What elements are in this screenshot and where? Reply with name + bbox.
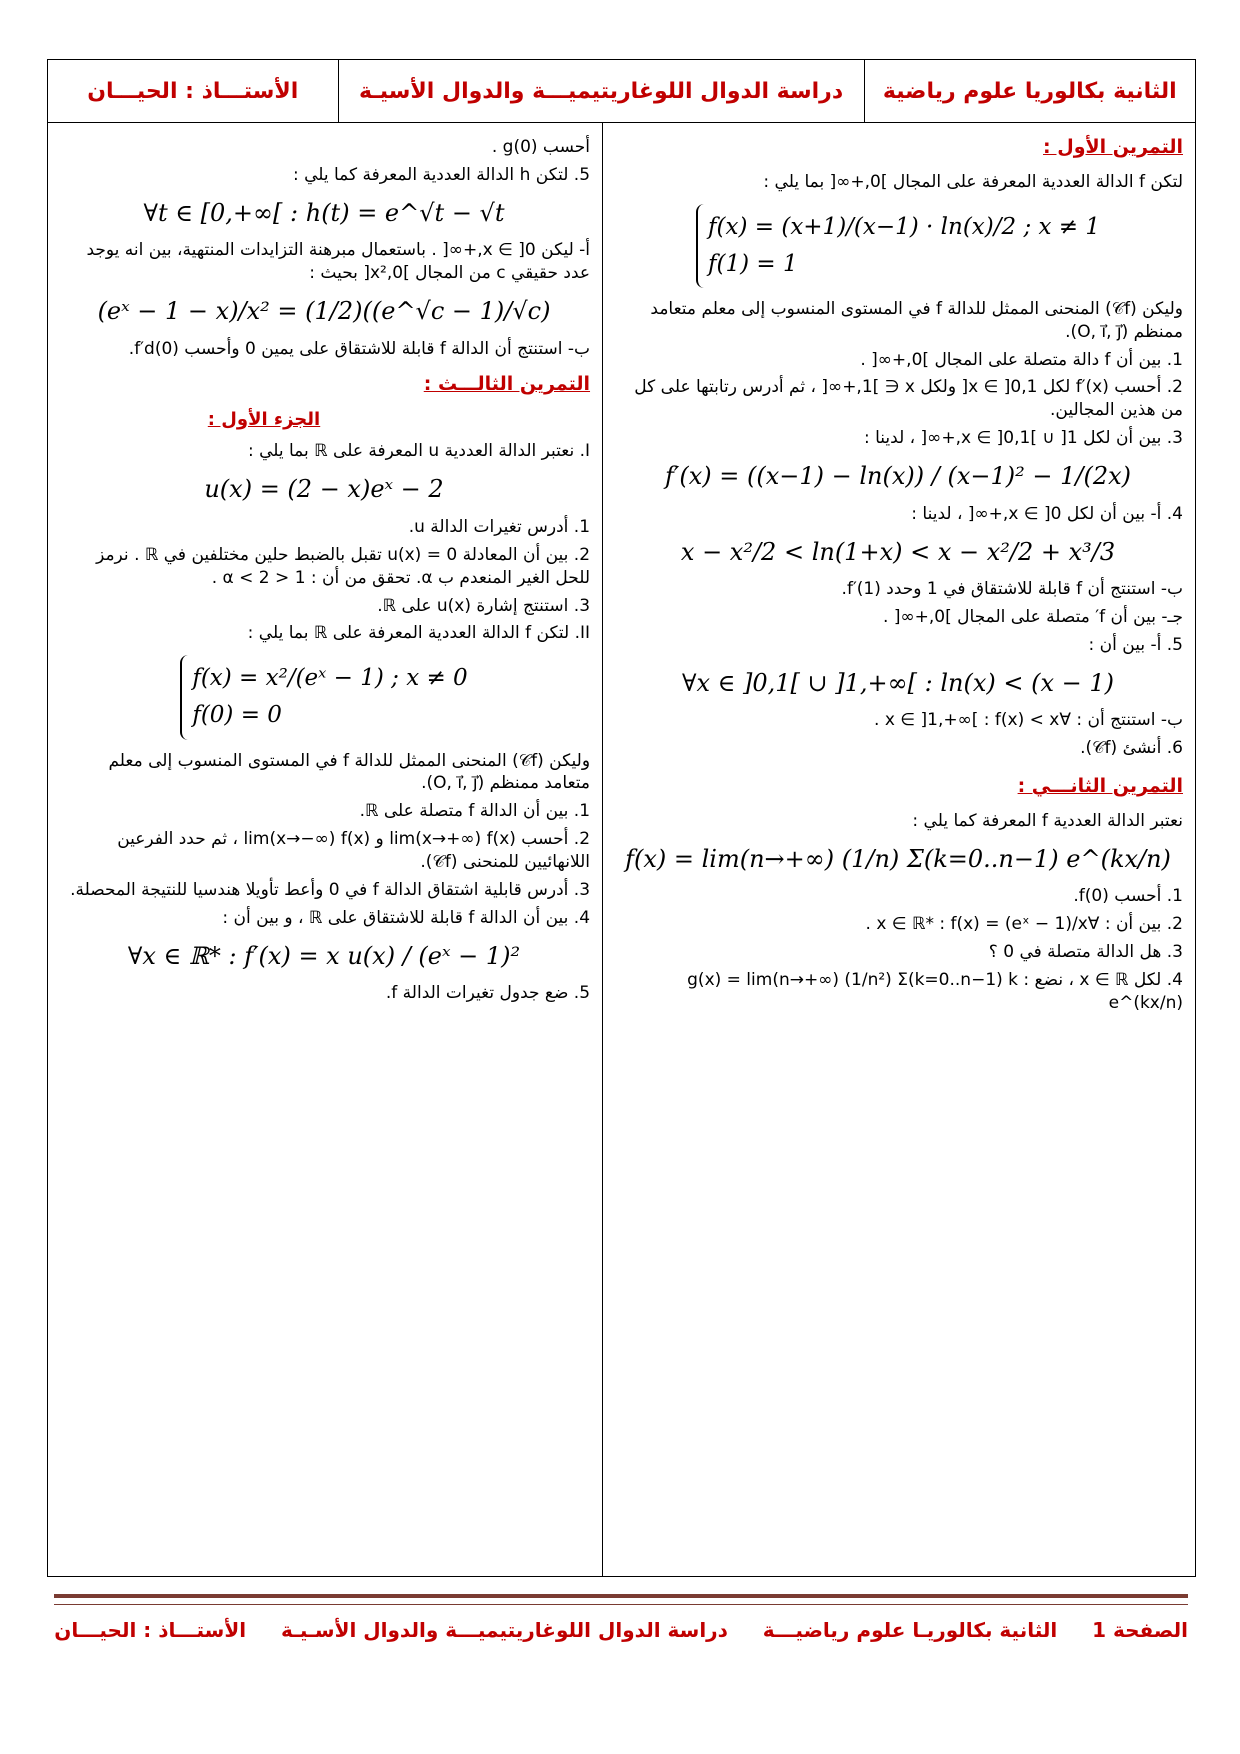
ex1-q1: 1. بين أن f دالة متصلة على المجال ]0,+∞[ . [860, 349, 1183, 370]
ex1-intro: لتكن f الدالة العددية المعرفة على المجال ]0,+∞[ بما يلي : [763, 171, 1183, 192]
ex3-I-intro: I. نعتبر الدالة العددية u المعرفة على ℝ بما يلي : [247, 441, 591, 462]
ex1-q5b: ب- استنتج أن : ∀x ∈ ]1,+∞[ : f(x) < x . [874, 710, 1183, 731]
ex2-q5b: ب- استنتج أن الدالة f قابلة للاشتقاق على يمين 0 وأحسب f′d(0). [128, 338, 591, 359]
ex3-I-q3: 3. استنتج إشارة u(x) على ℝ. [377, 595, 591, 616]
header-level: الثانية بكالوريا علوم رياضية [864, 60, 1195, 122]
header-subject: دراسة الدوال اللوغاريتيميـــة والدوال الأسيـة [338, 60, 864, 122]
ex1-q5a: 5. أ- بين أن : [1088, 634, 1183, 655]
page-footer [54, 1618, 1188, 1642]
ex3-II-q3: 3. أدرس قابلية اشتقاق الدالة f في 0 وأعط تأويلا هندسيا للنتيجة المحصلة. [70, 880, 591, 901]
ex2-intro: نعتبر الدالة العددية f المعرفة كما يلي : [912, 810, 1183, 831]
footer-teacher: الأستـــاذ : الحيـــان [54, 1618, 247, 1642]
ex2-q3: 3. هل الدالة متصلة في 0 ؟ [988, 941, 1183, 962]
ex2-q4: 4. لكل x ∈ ℝ ، نضع : g(x) = lim(n→+∞) (1/n²) Σ(k=0..n−1) k e^(kx/n) [687, 969, 1183, 1013]
ex1-q4a-formula: x − x²/2 < ln(1+x) < x − x²/2 + x³/3 [680, 537, 1116, 566]
ex1-definition [613, 204, 1183, 288]
ex1-q5a-formula: ∀x ∈ ]0,1[ ∪ ]1,+∞[ : ln(x) < (x − 1) [681, 668, 1115, 697]
ex3-I-q1: 1. أدرس تغيرات الدالة u. [408, 516, 591, 537]
left-column [48, 123, 602, 1576]
ex3-II-definition [58, 655, 590, 739]
ex3-II-def2: f(0) = 0 [192, 702, 282, 729]
ex1-q4a: 4. أ- بين أن لكل x ∈ ]0,+∞[ ، لدينا : [911, 503, 1183, 524]
ex2-formula: f(x) = lim(n→+∞) (1/n) Σ(k=0..n−1) e^(kx/n) [625, 844, 1171, 873]
ex3-I-formula: u(x) = (2 − x)eˣ − 2 [204, 475, 444, 504]
footer-page: الصفحة 1 [1092, 1618, 1188, 1642]
ex1-q4b: ب- استنتج أن f قابلة للاشتقاق في 1 وحدد f′(1). [841, 579, 1183, 600]
ex3-II-q4-formula: ∀x ∈ ℝ* : f′(x) = x u(x) / (eˣ − 1)² [127, 942, 521, 971]
ex1-def-line1: f(x) = (x+1)/(x−1) · ln(x)/2 ; x ≠ 1 [708, 213, 1101, 240]
right-column [602, 123, 1195, 1576]
ex2-q1: 1. أحسب f(0). [1073, 886, 1183, 907]
ex3-II-curve: وليكن (𝒞f) المنحنى الممثل للدالة f في المستوى المنسوب إلى معلم متعامد ممنظم (O, i⃗, j⃗). [108, 750, 591, 794]
ex1-q3-formula: f′(x) = ((x−1) − ln(x)) / (x−1)² − 1/(2x) [665, 462, 1131, 491]
footer-divider [54, 1594, 1188, 1605]
ex1-q3: 3. بين أن لكل x ∈ ]0,1[ ∪ ]1,+∞[ ، لدينا : [863, 428, 1183, 449]
footer-subject: دراسة الدوال اللوغاريتيميـــة والدوال الأسـيـة [280, 1618, 728, 1642]
ex3-II-q4: 4. بين أن الدالة f قابلة للاشتقاق على ℝ ، و بين أن : [222, 908, 591, 929]
ex1-q2: 2. أحسب f′(x) لكل x ∈ ]0,1[ ولكل x ∈ ]1,+∞[ ، ثم أدرس رتابتها على كل من هذين المجالين. [634, 377, 1183, 421]
ex2-q5: 5. لتكن h الدالة العددية المعرفة كما يلي : [292, 164, 591, 185]
ex3-II-q5: 5. ضع جدول تغيرات الدالة f. [385, 983, 591, 1004]
exercise-2-title: التمرين الثانـــي : [1017, 775, 1183, 798]
ex3-II-q2: 2. أحسب lim(x→+∞) f(x) و lim(x→−∞) f(x) ، ثم حدد الفرعين اللانهائيين للمنحنى (𝒞f). [117, 829, 591, 873]
ex1-q4c: جـ- بين أن f′ متصلة على المجال ]0,+∞[ . [883, 606, 1183, 627]
ex1-curve: وليكن (𝒞f) المنحنى الممثل للدالة f في المستوى المنسوب إلى معلم متعامد ممنظم (O, i⃗, j⃗). [650, 298, 1183, 342]
footer-level: الثانية بكالوريـا علوم رياضيـــة [762, 1618, 1058, 1642]
ex2-q2: 2. بين أن : ∀x ∈ ℝ* : f(x) = (eˣ − 1)/x . [865, 914, 1183, 934]
ex3-II-intro: II. لتكن f الدالة العددية المعرفة على ℝ بما يلي : [247, 623, 591, 644]
exercise-3-title: التمرين الثالـــث : [423, 373, 591, 396]
ex2-q5-formula: ∀t ∈ [0,+∞[ : h(t) = e^√t − √t [143, 198, 505, 227]
ex2-q5a-formula: (eˣ − 1 − x)/x² = (1/2)((e^√c − 1)/√c) [97, 297, 551, 326]
page-header [47, 59, 1196, 123]
ex2-q5a: أ- ليكن x ∈ ]0,+∞[ . باستعمال مبرهنة التزايدات المنتهية، بين انه يوجد عدد حقيقي c من المجال ]0,x²[ بحيث : [86, 240, 591, 284]
ex3-I-q2: 2. بين أن المعادلة u(x) = 0 تقبل بالضبط حلين مختلفين في ℝ . نرمز للحل الغير المنعدم ب α. تحقق من أن : 1 < α < 2 . [96, 544, 591, 588]
exercise-1-title: التمرين الأول : [1043, 136, 1183, 158]
ex3-II-q1: 1. بين أن الدالة f متصلة على ℝ. [359, 801, 591, 822]
ex1-q6: 6. أنشئ (𝒞f). [1080, 738, 1183, 759]
content-area [47, 123, 1196, 1577]
ex2-q4-end: أحسب g(0) . [491, 137, 591, 157]
part-1-title: الجزء الأول : [207, 409, 321, 431]
header-teacher: الأستـــاذ : الحيـــان [87, 78, 299, 104]
ex1-def-line2: f(1) = 1 [708, 250, 798, 277]
ex3-II-def1: f(x) = x²/(eˣ − 1) ; x ≠ 0 [192, 665, 468, 692]
